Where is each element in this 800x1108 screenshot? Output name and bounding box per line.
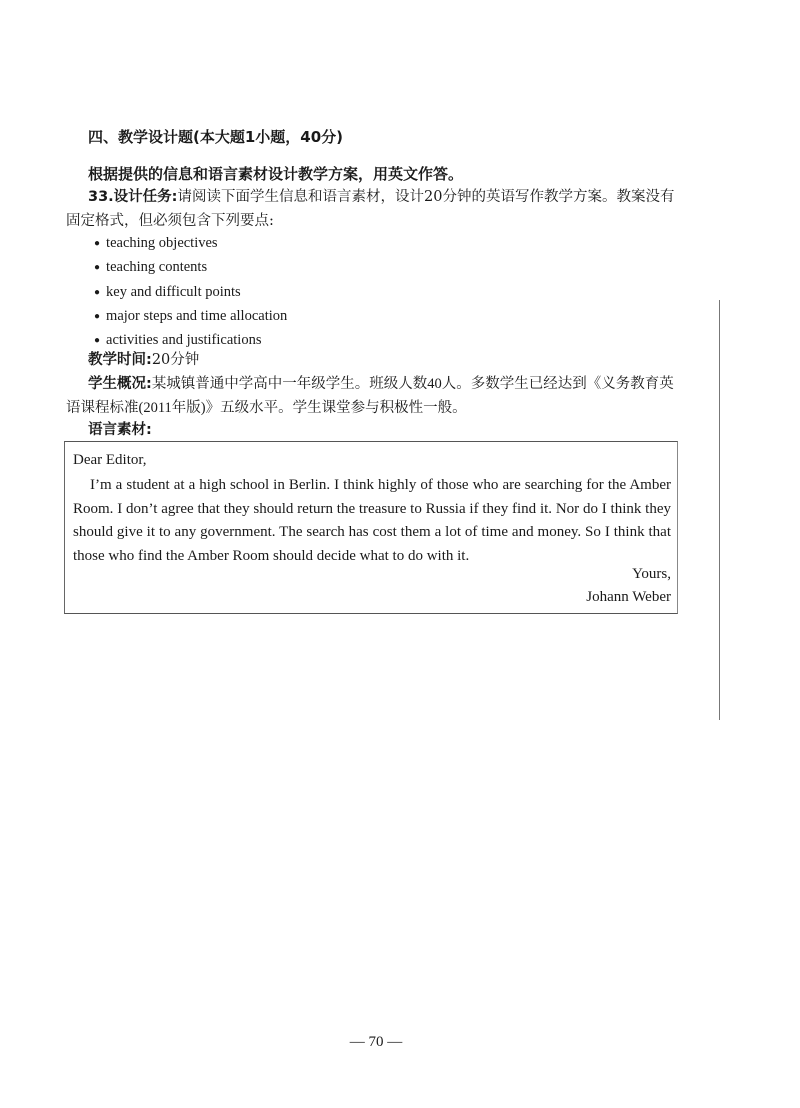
letter-signature: Johann Weber — [586, 589, 671, 605]
task-paragraph — [66, 185, 678, 233]
letter-greeting: Dear Editor, — [73, 452, 147, 468]
letter-box — [64, 441, 678, 614]
students-label: 学生概况: — [88, 376, 152, 392]
time-label: 教学时间: — [88, 352, 152, 368]
student-profile — [66, 372, 678, 420]
material-label: 语言素材: — [88, 422, 152, 438]
list-item: ● activities and justifications — [94, 329, 287, 353]
page-number: — 70 — — [349, 1034, 403, 1050]
task-label: 33.设计任务: — [88, 189, 178, 205]
instruction-text: 根据提供的信息和语言素材设计教学方案，用英文作答。 — [88, 165, 464, 183]
teaching-time — [88, 348, 199, 369]
material-heading — [88, 418, 152, 439]
list-item: ● teaching contents — [94, 256, 287, 280]
margin-line — [719, 300, 720, 720]
list-item: ● key and difficult points — [94, 281, 287, 305]
letter-closing: Yours, — [632, 566, 671, 582]
students-text: 某城镇普通中学高中一年级学生。班级人数40人。多数学生已经达到《义务教育英语课程标准(2011年版)》五级水平。学生课堂参与积极性一般。 — [66, 376, 674, 416]
list-item: ● major steps and time allocation — [94, 305, 287, 329]
letter-body: I’m a student at a high school in Berlin. I think highly of those who are searching for the Amber Room. I don’t agree that they should return the treasure to Russia if they find it. Nor do I think they should give it to any government. The search has cost them a lot of time and money. So I think that those who find the Amber Room should decide what to do with it. — [73, 477, 671, 564]
time-value: 20分钟 — [151, 352, 200, 368]
requirement-list — [94, 232, 287, 353]
task-text: 请阅读下面学生信息和语言素材，设计20分钟的英语写作教学方案。教案没有固定格式，但必须包含下列要点: — [66, 189, 675, 229]
section-title: 四、教学设计题(本大题1小题，40分) — [88, 128, 344, 146]
list-item: ● teaching objectives — [94, 232, 287, 256]
